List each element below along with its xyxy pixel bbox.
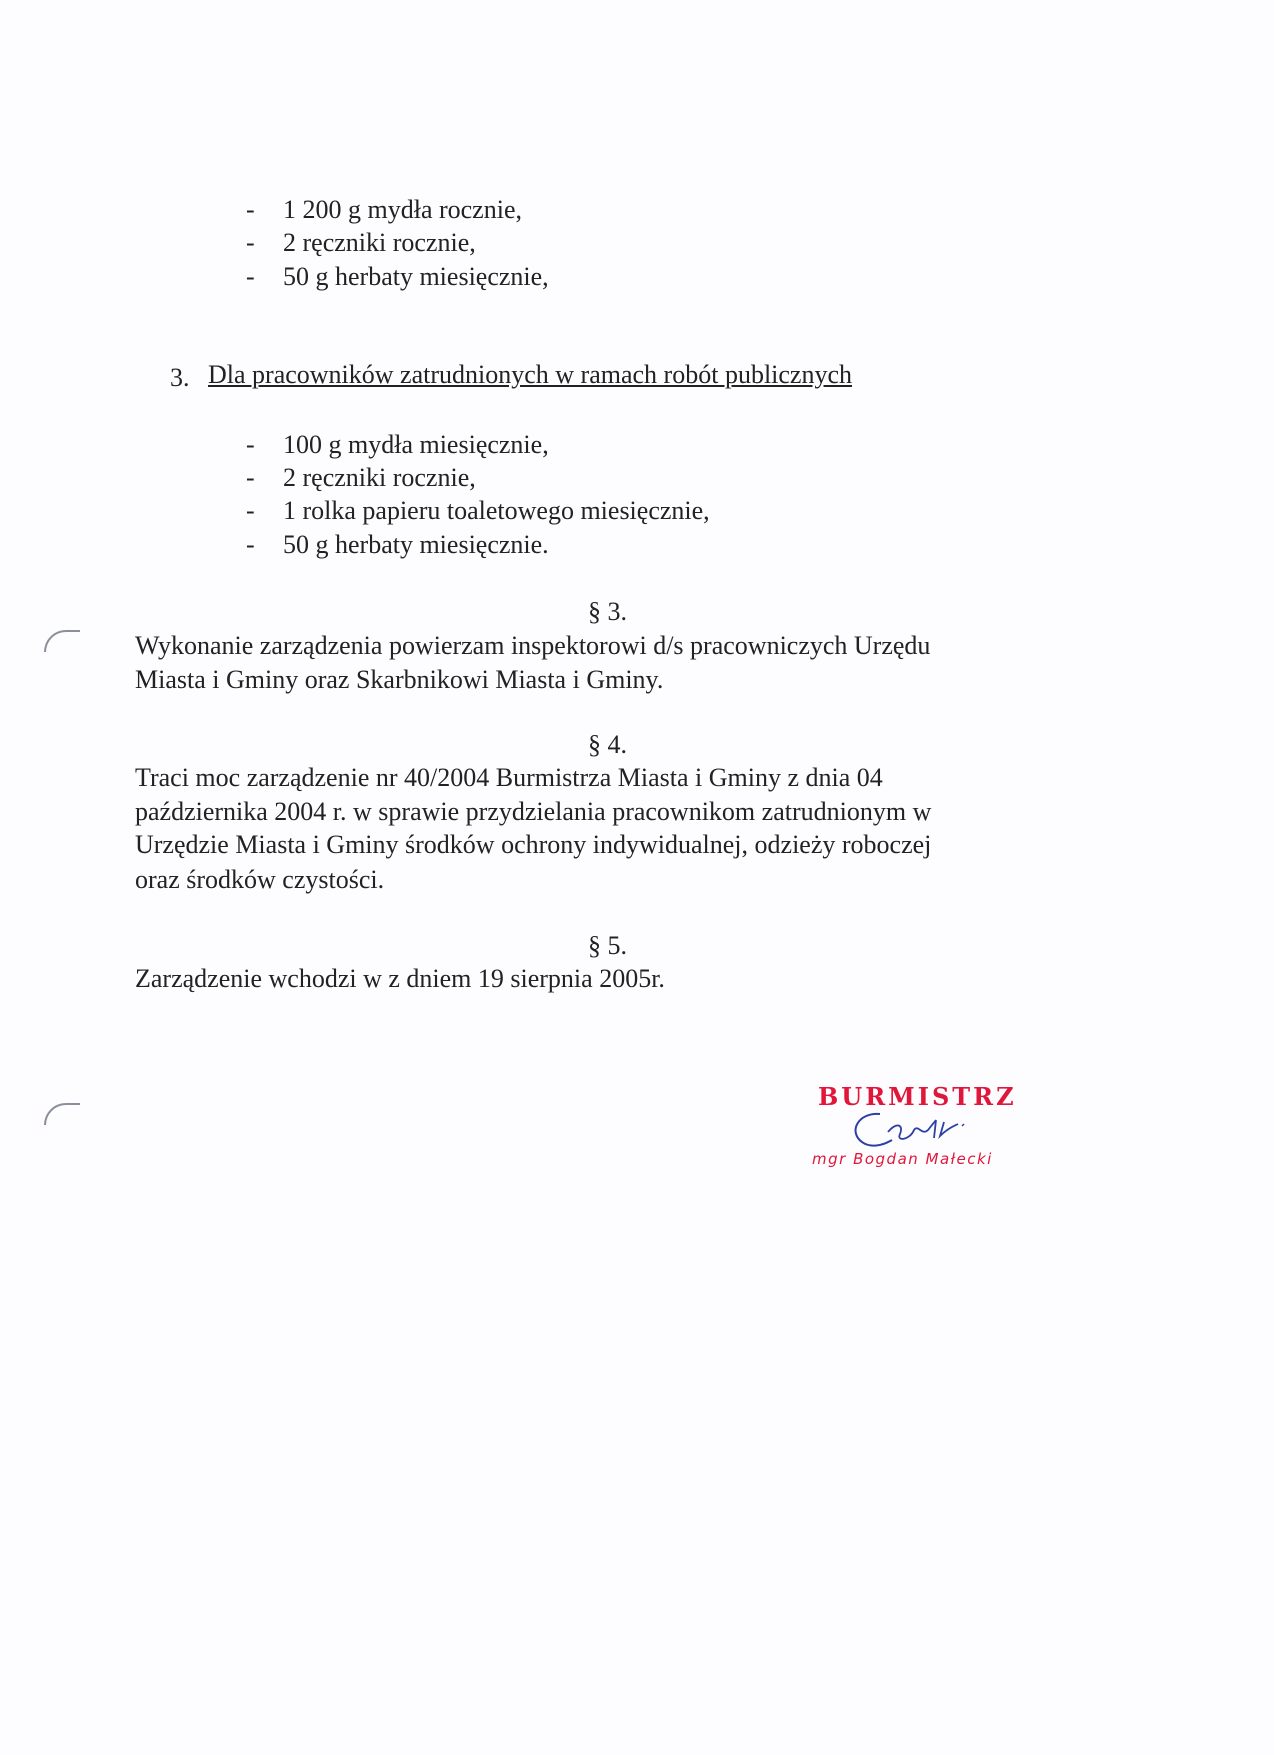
list-item: 1 200 g mydła rocznie,	[283, 195, 522, 224]
list-dash: -	[246, 228, 255, 257]
punch-hole-mark-lower	[44, 1103, 80, 1125]
paragraph-sign-3: § 3.	[588, 597, 627, 626]
paragraph-4-line: Urzędzie Miasta i Gminy środków ochrony indywidualnej, odzieży roboczej	[135, 830, 932, 859]
stamp-name: mgr Bogdan Małecki	[812, 1150, 993, 1168]
stamp-title: BURMISTRZ	[818, 1082, 1017, 1111]
paragraph-sign-4: § 4.	[588, 730, 627, 759]
section-heading: Dla pracowników zatrudnionych w ramach robót publicznych	[208, 360, 853, 389]
list-item: 2 ręczniki rocznie,	[283, 228, 476, 257]
paragraph-sign-5: § 5.	[588, 931, 627, 960]
punch-hole-mark-upper	[44, 630, 80, 652]
list-item: 1 rolka papieru toaletowego miesięcznie,	[283, 496, 710, 525]
section-number: 3.	[170, 363, 190, 392]
list-dash: -	[246, 195, 255, 224]
paragraph-4-line: października 2004 r. w sprawie przydzielania pracownikom zatrudnionym w	[135, 797, 932, 826]
list-dash: -	[246, 262, 255, 291]
paragraph-3-line: Wykonanie zarządzenia powierzam inspektorowi d/s pracowniczych Urzędu	[135, 631, 931, 660]
list-item: 50 g herbaty miesięcznie,	[283, 262, 549, 291]
list-item: 2 ręczniki rocznie,	[283, 463, 476, 492]
list-dash: -	[246, 496, 255, 525]
list-dash: -	[246, 463, 255, 492]
paragraph-4-line: Traci moc zarządzenie nr 40/2004 Burmistrza Miasta i Gminy z dnia 04	[135, 763, 883, 792]
list-item: 50 g herbaty miesięcznie.	[283, 530, 549, 559]
paragraph-4-line: oraz środków czystości.	[135, 865, 385, 894]
list-item: 100 g mydła miesięcznie,	[283, 430, 549, 459]
paragraph-5-line: Zarządzenie wchodzi w z dniem 19 sierpnia 2005r.	[135, 964, 665, 993]
mayor-stamp	[800, 1082, 1040, 1172]
paragraph-3-line: Miasta i Gminy oraz Skarbnikowi Miasta i Gminy.	[135, 665, 664, 694]
list-dash: -	[246, 430, 255, 459]
list-dash: -	[246, 530, 255, 559]
